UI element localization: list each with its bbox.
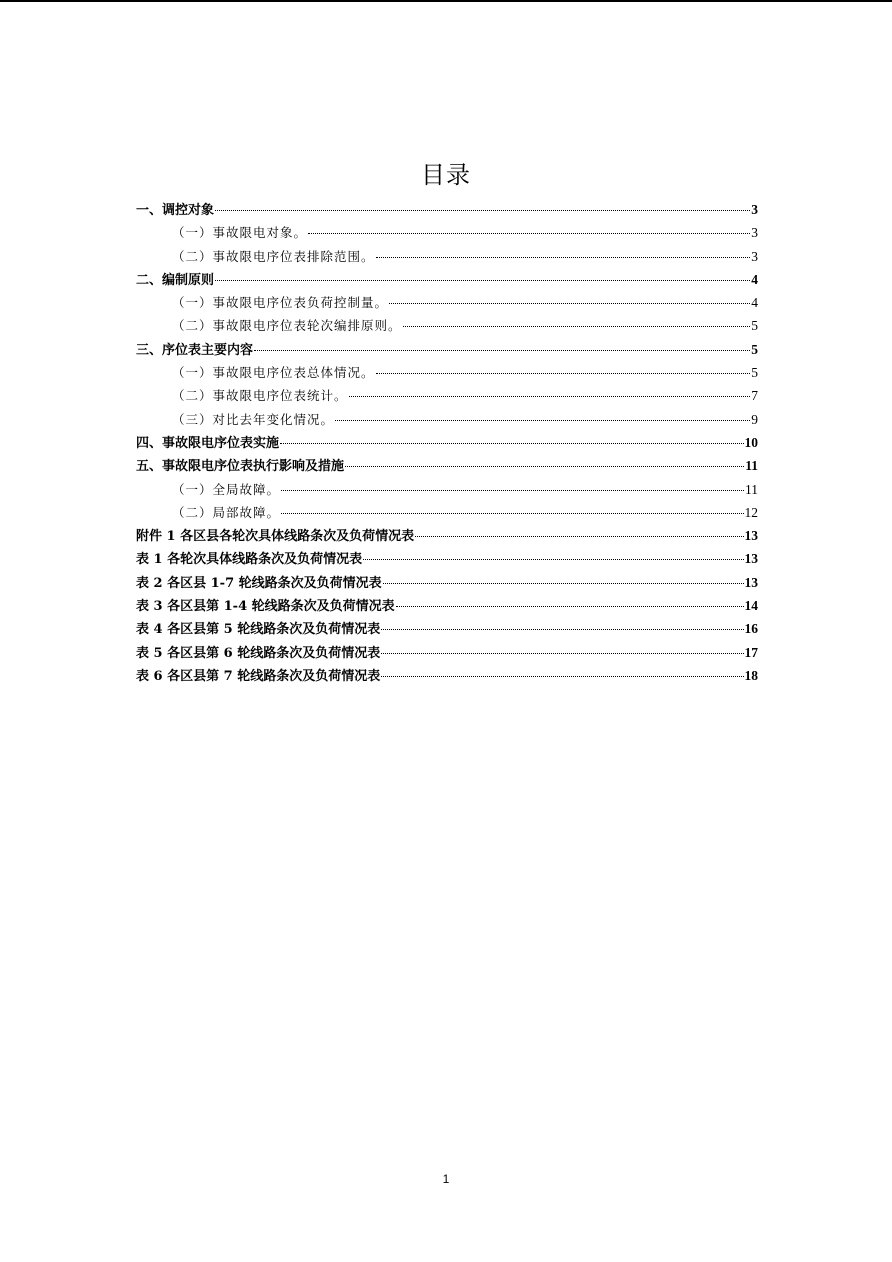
toc-entry-label: （三）对比去年变化情况。 [172,411,335,427]
toc-entry[interactable] [136,524,758,547]
toc-entry-label: 表 1 各轮次具体线路条次及负荷情况表 [136,552,363,568]
toc-entry-page: 3 [751,248,758,264]
toc-entry-page: 3 [751,202,758,217]
toc-entry-page: 3 [751,225,758,241]
dot-leader [363,559,743,560]
toc-entry-page: 11 [745,481,758,497]
toc-entry-page: 4 [751,295,758,311]
top-border-line [0,0,892,2]
toc-entry-label: （二）局部故障。 [172,504,281,520]
dot-leader [335,420,750,421]
toc-entry-label: （一）全局故障。 [172,481,281,497]
page-title: 目录 [421,161,471,189]
dot-leader [254,350,750,351]
toc-entry-label: （一）事故限电对象。 [172,225,308,241]
toc-entry[interactable] [136,408,758,431]
dot-leader [396,606,744,607]
toc-entry-page: 11 [745,458,758,474]
toc-entry[interactable] [136,198,758,221]
dot-leader [376,373,751,374]
dot-leader [415,536,743,537]
toc-entry-label: （一）事故限电序位表负荷控制量。 [172,295,389,311]
toc-entry-label: 一、调控对象 [136,203,215,218]
toc-entry[interactable] [136,641,758,664]
toc-entry-page: 4 [751,271,758,287]
toc-entry-page: 9 [751,411,758,427]
toc-entry-label: 表 3 各区县第 1-4 轮线路条次及负荷情况表 [136,599,395,615]
toc-entry-label: 五、事故限电序位表执行影响及措施 [136,459,345,475]
table-of-contents [136,198,758,687]
toc-entry[interactable] [136,478,758,501]
dot-leader [381,676,743,677]
toc-entry[interactable] [136,454,758,477]
toc-entry-page: 18 [744,667,758,683]
dot-leader [403,326,751,327]
toc-entry[interactable] [136,664,758,687]
toc-entry-label: 表 4 各区县第 5 轮线路条次及负荷情况表 [136,622,381,638]
dot-leader [383,583,744,584]
toc-entry-label: 表 5 各区县第 6 轮线路条次及负荷情况表 [136,645,381,661]
toc-entry[interactable] [136,617,758,640]
toc-entry-page: 13 [744,574,758,590]
dot-leader [281,490,744,491]
dot-leader [381,653,743,654]
page-number: 1 [442,1172,450,1186]
dot-leader [281,513,743,514]
toc-entry-page: 14 [744,598,758,614]
toc-entry[interactable] [136,501,758,524]
dot-leader [389,303,750,304]
toc-entry-page: 12 [744,504,758,520]
toc-entry-page: 7 [751,388,758,404]
toc-entry[interactable] [136,314,758,337]
dot-leader [280,443,743,444]
toc-entry-page: 5 [751,318,758,334]
toc-entry-label: 四、事故限电序位表实施 [136,435,280,451]
toc-entry[interactable] [136,291,758,314]
dot-leader [345,466,744,467]
toc-entry-label: 附件 1 各区县各轮次具体线路条次及负荷情况表 [136,529,415,545]
dot-leader [381,629,743,630]
toc-entry[interactable] [136,571,758,594]
toc-entry-page: 17 [744,644,758,660]
toc-entry[interactable] [136,594,758,617]
toc-entry-page: 13 [744,551,758,567]
toc-entry-label: 表 2 各区县 1-7 轮线路条次及负荷情况表 [136,575,382,591]
dot-leader [215,210,750,211]
toc-entry-page: 10 [744,434,758,450]
toc-entry-label: 二、编制原则 [136,272,215,288]
toc-entry[interactable] [136,361,758,384]
toc-entry[interactable] [136,431,758,454]
dot-leader [215,280,750,281]
toc-entry[interactable] [136,384,758,407]
toc-entry[interactable] [136,547,758,570]
toc-entry-page: 13 [744,528,758,544]
toc-entry[interactable] [136,245,758,268]
toc-entry[interactable] [136,268,758,291]
toc-entry-label: （一）事故限电序位表总体情况。 [172,365,375,381]
toc-entry-label: （二）事故限电序位表统计。 [172,388,348,404]
toc-entry-page: 5 [751,341,758,357]
toc-entry-label: 表 6 各区县第 7 轮线路条次及负荷情况表 [136,668,381,684]
toc-entry-label: 三、序位表主要内容 [136,342,254,358]
toc-entry-label: （二）事故限电序位表轮次编排原则。 [172,318,402,334]
toc-entry-page: 16 [744,621,758,637]
toc-entry-label: （二）事故限电序位表排除范围。 [172,248,375,264]
toc-entry[interactable] [136,221,758,244]
dot-leader [376,257,751,258]
toc-entry[interactable] [136,338,758,361]
toc-entry-page: 5 [751,365,758,381]
dot-leader [308,233,750,234]
dot-leader [349,396,751,397]
